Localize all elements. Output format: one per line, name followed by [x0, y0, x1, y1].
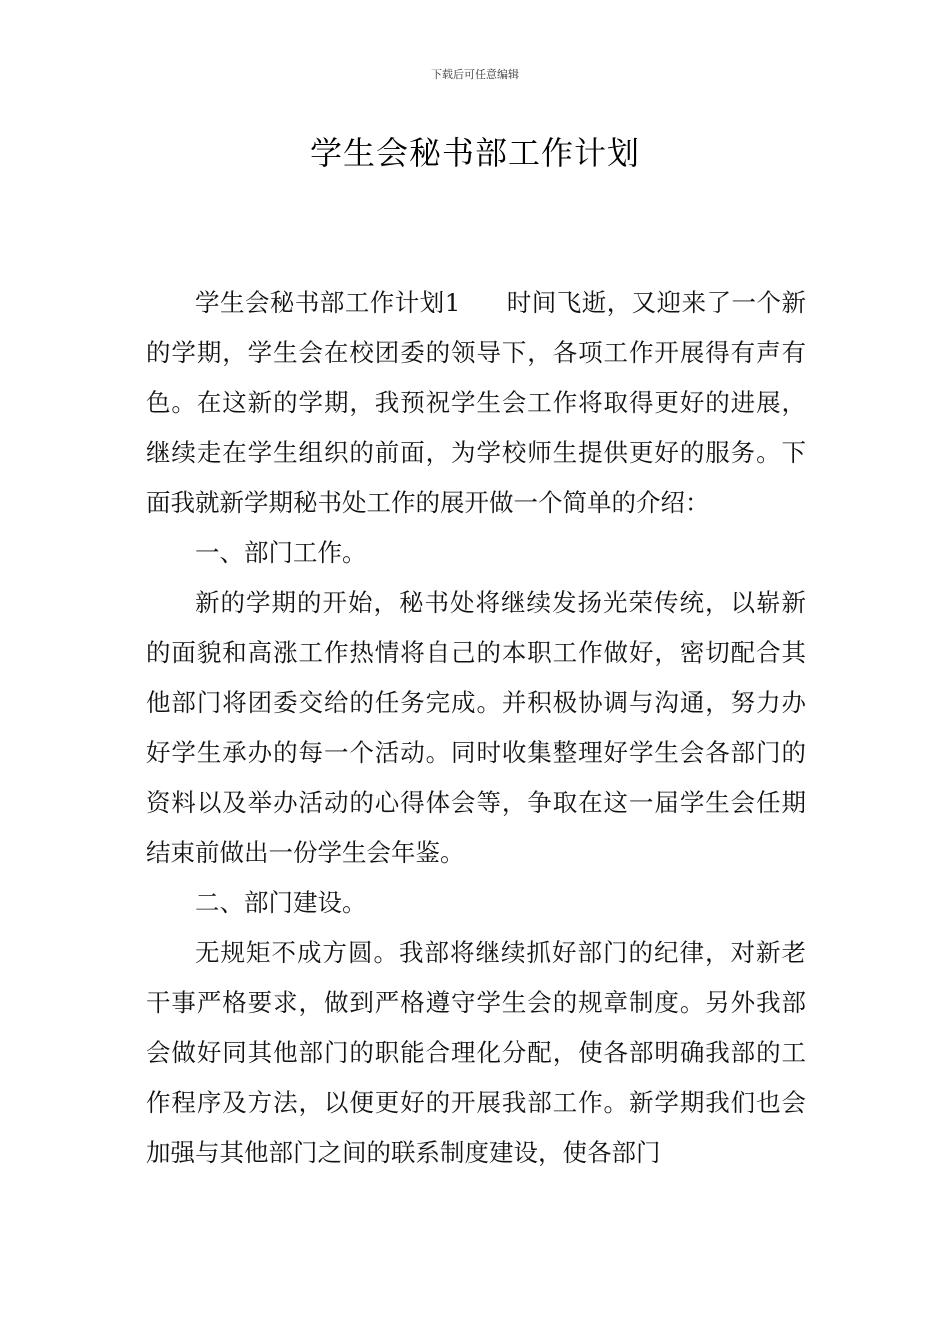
paragraph-intro: [146, 278, 806, 528]
document-title: 学生会秘书部工作计划: [309, 134, 640, 172]
paragraph-department-work: 新的学期的开始，秘书处将继续发扬光荣传统，以崭新的面貌和高涨工作热情将自己的本职工作做好，密切配合其他部门将团委交给的任务完成。并积极协调与沟通，努力办好学生承办的每一个活动。同时收集整理好学生会各部门的资料以及举办活动的心得体会等，争取在这一届学生会任期结束前做出一份学生会年鉴。: [146, 588, 806, 867]
header-note: 下载后可任意编辑: [431, 68, 519, 81]
paragraph-text: 时间飞逝，又迎来了一个新的学期，学生会在校团委的领导下，各项工作开展得有声有色。在这新的学期，我预祝学生会工作将取得更好的进展，继续走在学生组织的前面，为学校师生提供更好的服务。下面我就新学期秘书处工作的展开做一个简单的介绍：: [146, 288, 807, 517]
section-heading-department-building: 二、部门建设。: [195, 888, 367, 917]
document-body: [146, 278, 806, 1178]
paragraph-lead: 学生会秘书部工作计划1: [195, 288, 461, 317]
paragraph-department-building: 无规矩不成方圆。我部将继续抓好部门的纪律，对新老干事严格要求，做到严格遵守学生会的规章制度。另外我部会做好同其他部门的职能合理化分配，使各部明确我部的工作程序及方法，以便更好的开展我部工作。新学期我们也会加强与其他部门之间的联系制度建设，使各部门: [146, 938, 806, 1167]
section-heading-department-work: 一、部门工作。: [195, 538, 367, 567]
